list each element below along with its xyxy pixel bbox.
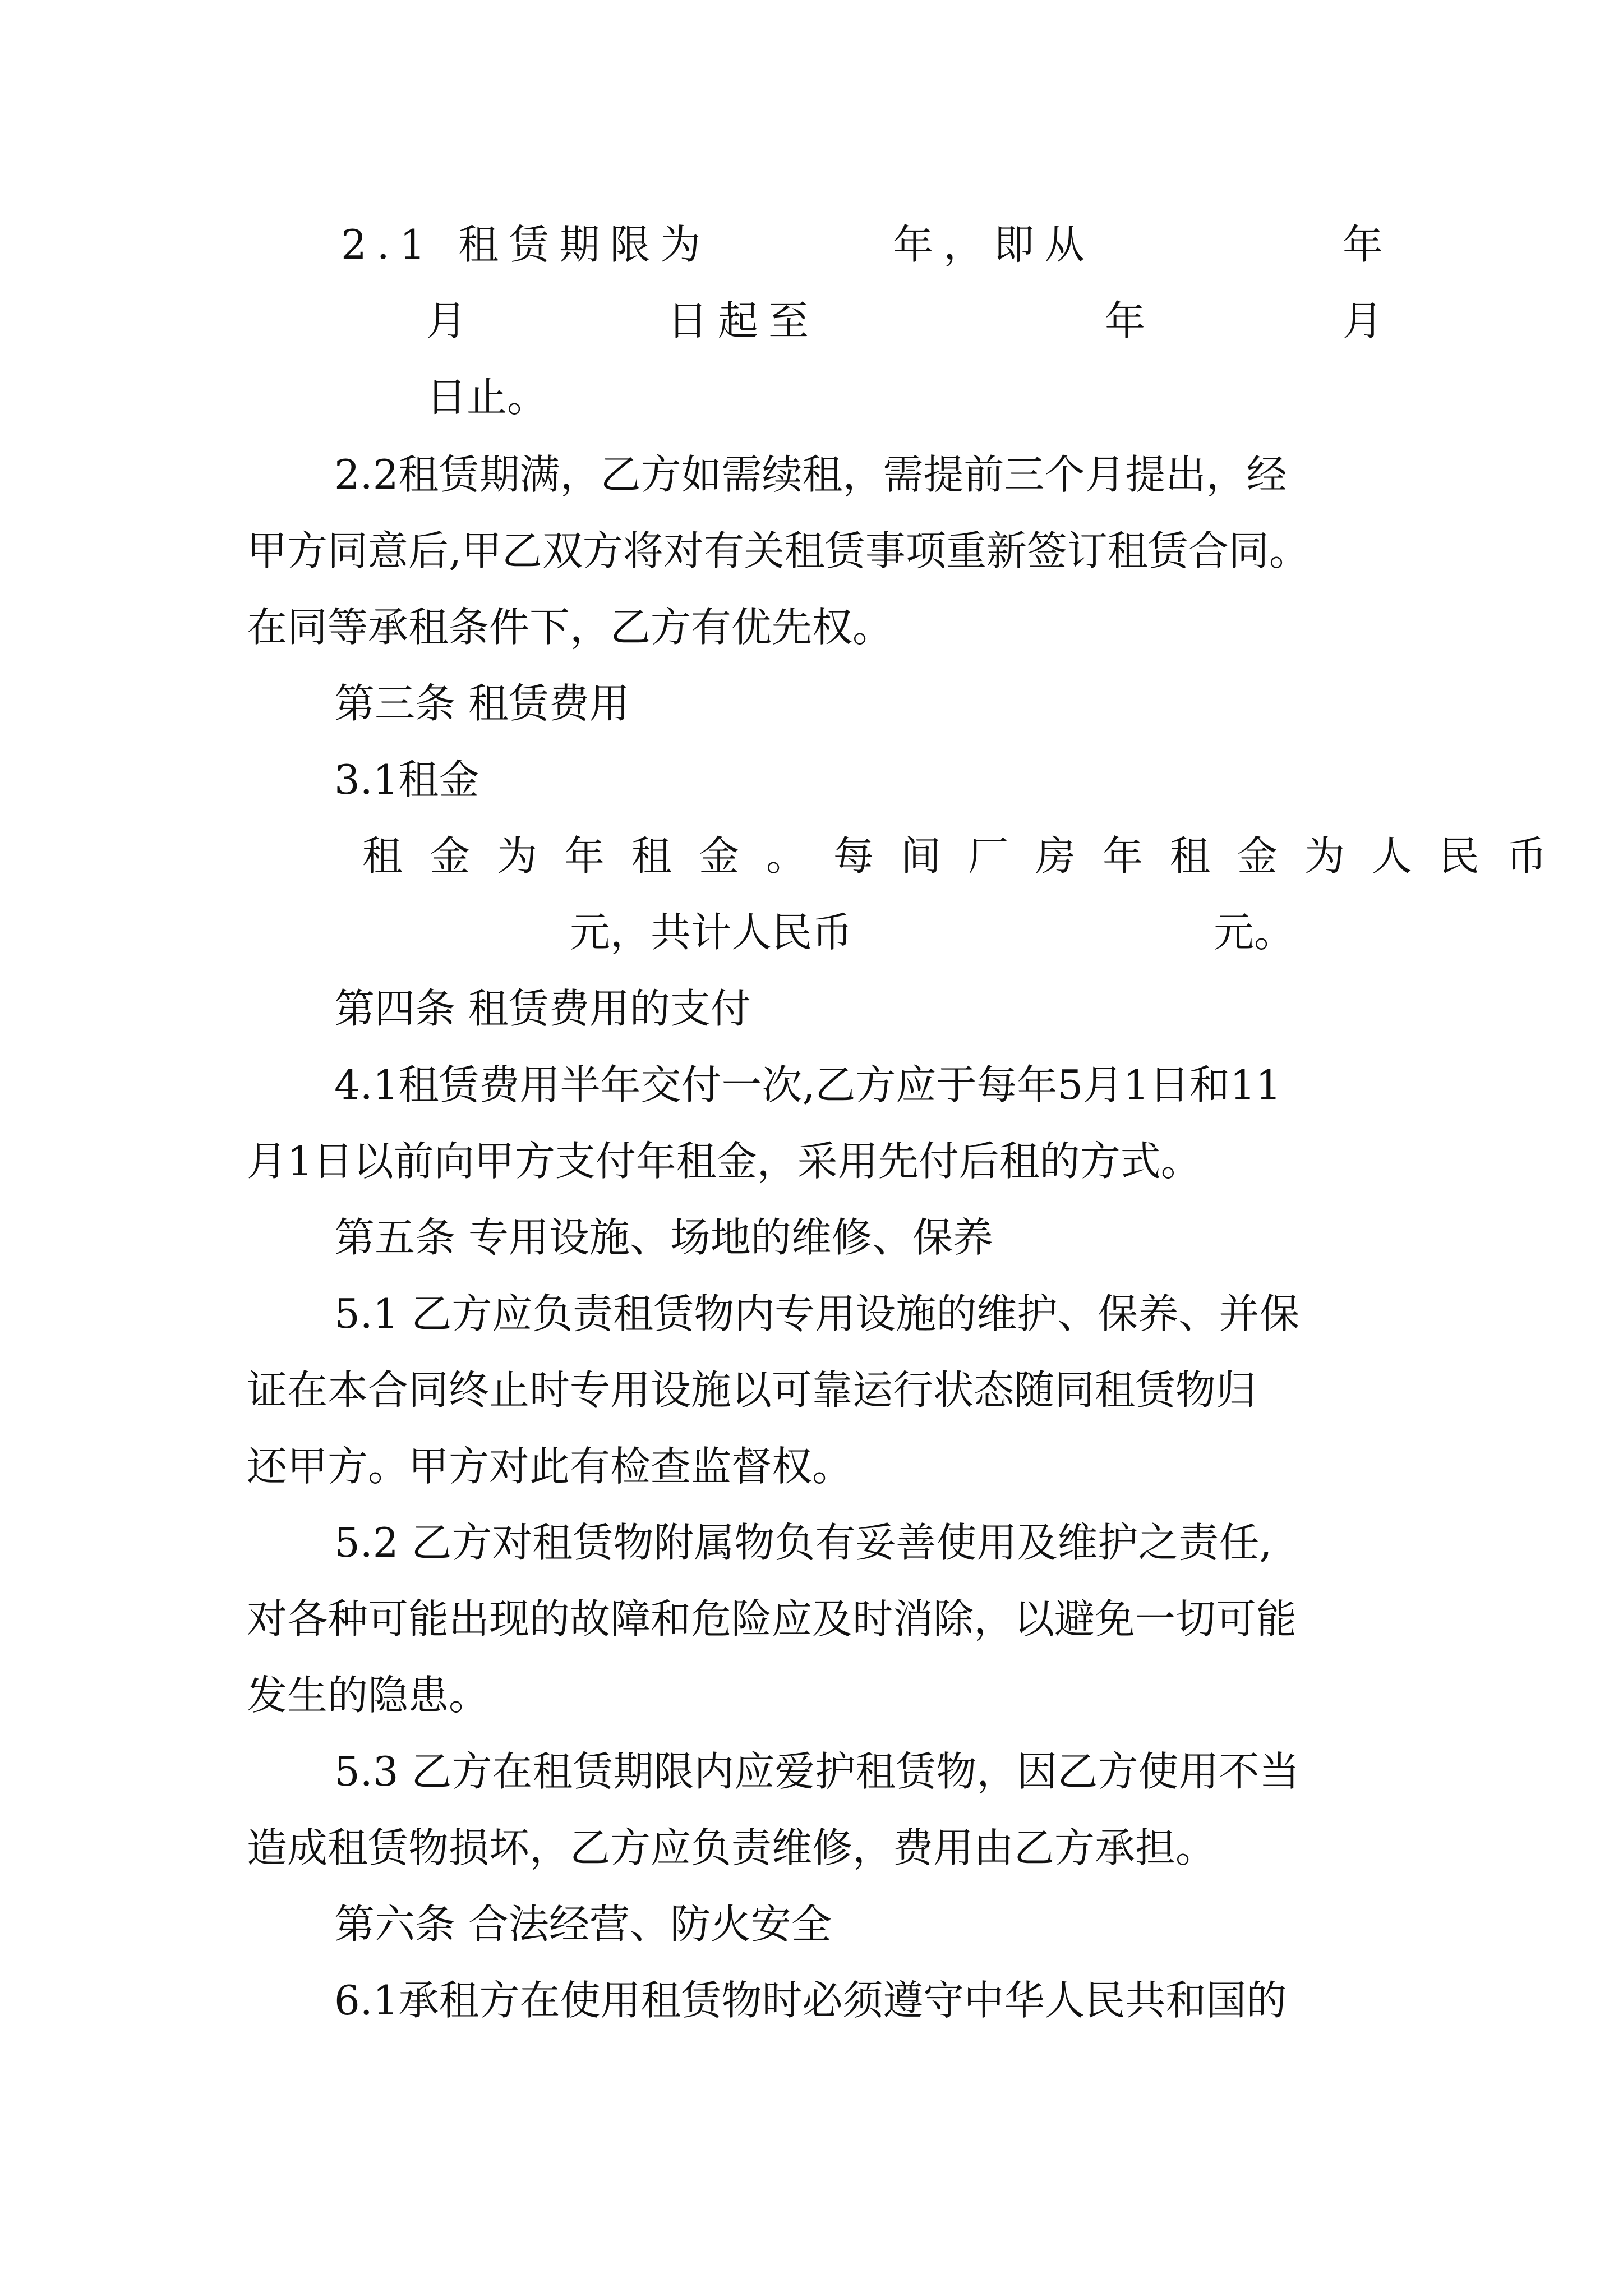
clause-5-3-line-1: 5.3 乙方在租赁期限内应爱护租赁物，因乙方使用不当 (334, 1748, 1300, 1795)
clause-5-2-line-1: 5.2 乙方对租赁物附属物负有妥善使用及维护之责任, (334, 1519, 1272, 1566)
rent-unit-a: 元，共计人民币 (570, 909, 853, 956)
clause-2-1-label: 2.1 租赁期限为 (341, 221, 711, 268)
rent-line-1: 租金为年租金。每间厂房年租金为人民币 (362, 832, 1574, 880)
article-4-heading: 第四条 租赁费用的支付 (334, 985, 751, 1032)
article-5-heading: 第五条 专用设施、场地的维修、保养 (334, 1214, 993, 1261)
clause-2-1-year-c: 年 (1105, 297, 1146, 344)
clause-5-1-line-3: 还甲方。甲方对此有检查监督权。 (247, 1443, 853, 1490)
clause-2-2-line-1: 2.2租赁期满，乙方如需续租，需提前三个月提出，经 (334, 451, 1287, 498)
clause-2-1-month-b: 月 (1343, 297, 1384, 344)
clause-2-2-line-2: 甲方同意后,甲乙双方将对有关租赁事项重新签订租赁合同。 (247, 527, 1310, 574)
clause-2-1-month-a: 月 (426, 297, 467, 344)
clause-6-1-line-1: 6.1承租方在使用租赁物时必须遵守中华人民共和国的 (334, 1977, 1287, 2024)
clause-2-1-day-from: 日起至 (667, 297, 819, 344)
clause-5-1-line-2: 证在本合同终止时专用设施以可靠运行状态随同租赁物归 (247, 1366, 1257, 1414)
clause-2-1-year-a: 年，即从 (893, 221, 1095, 268)
article-3-heading: 第三条 租赁费用 (334, 680, 630, 727)
clause-3-1-heading: 3.1租金 (334, 756, 479, 803)
clause-5-3-line-2: 造成租赁物损坏，乙方应负责维修，费用由乙方承担。 (247, 1824, 1216, 1871)
clause-2-2-line-3: 在同等承租条件下，乙方有优先权。 (247, 604, 893, 651)
clause-2-1-day-until: 日止。 (426, 374, 548, 421)
article-6-heading: 第六条 合法经营、防火安全 (334, 1901, 832, 1948)
clause-2-1-year-b: 年 (1343, 221, 1384, 268)
clause-5-1-line-1: 5.1 乙方应负责租赁物内专用设施的维护、保养、并保 (334, 1290, 1300, 1337)
clause-4-1-line-1: 4.1租赁费用半年交付一次,乙方应于每年5月1日和11 (334, 1061, 1281, 1108)
clause-4-1-line-2: 月1日以前向甲方支付年租金，采用先付后租的方式。 (247, 1138, 1201, 1185)
rent-unit-b: 元。 (1214, 909, 1295, 956)
clause-5-2-line-2: 对各种可能出现的故障和危险应及时消除，以避免一切可能 (247, 1595, 1297, 1642)
clause-5-2-line-3: 发生的隐患。 (247, 1672, 490, 1719)
